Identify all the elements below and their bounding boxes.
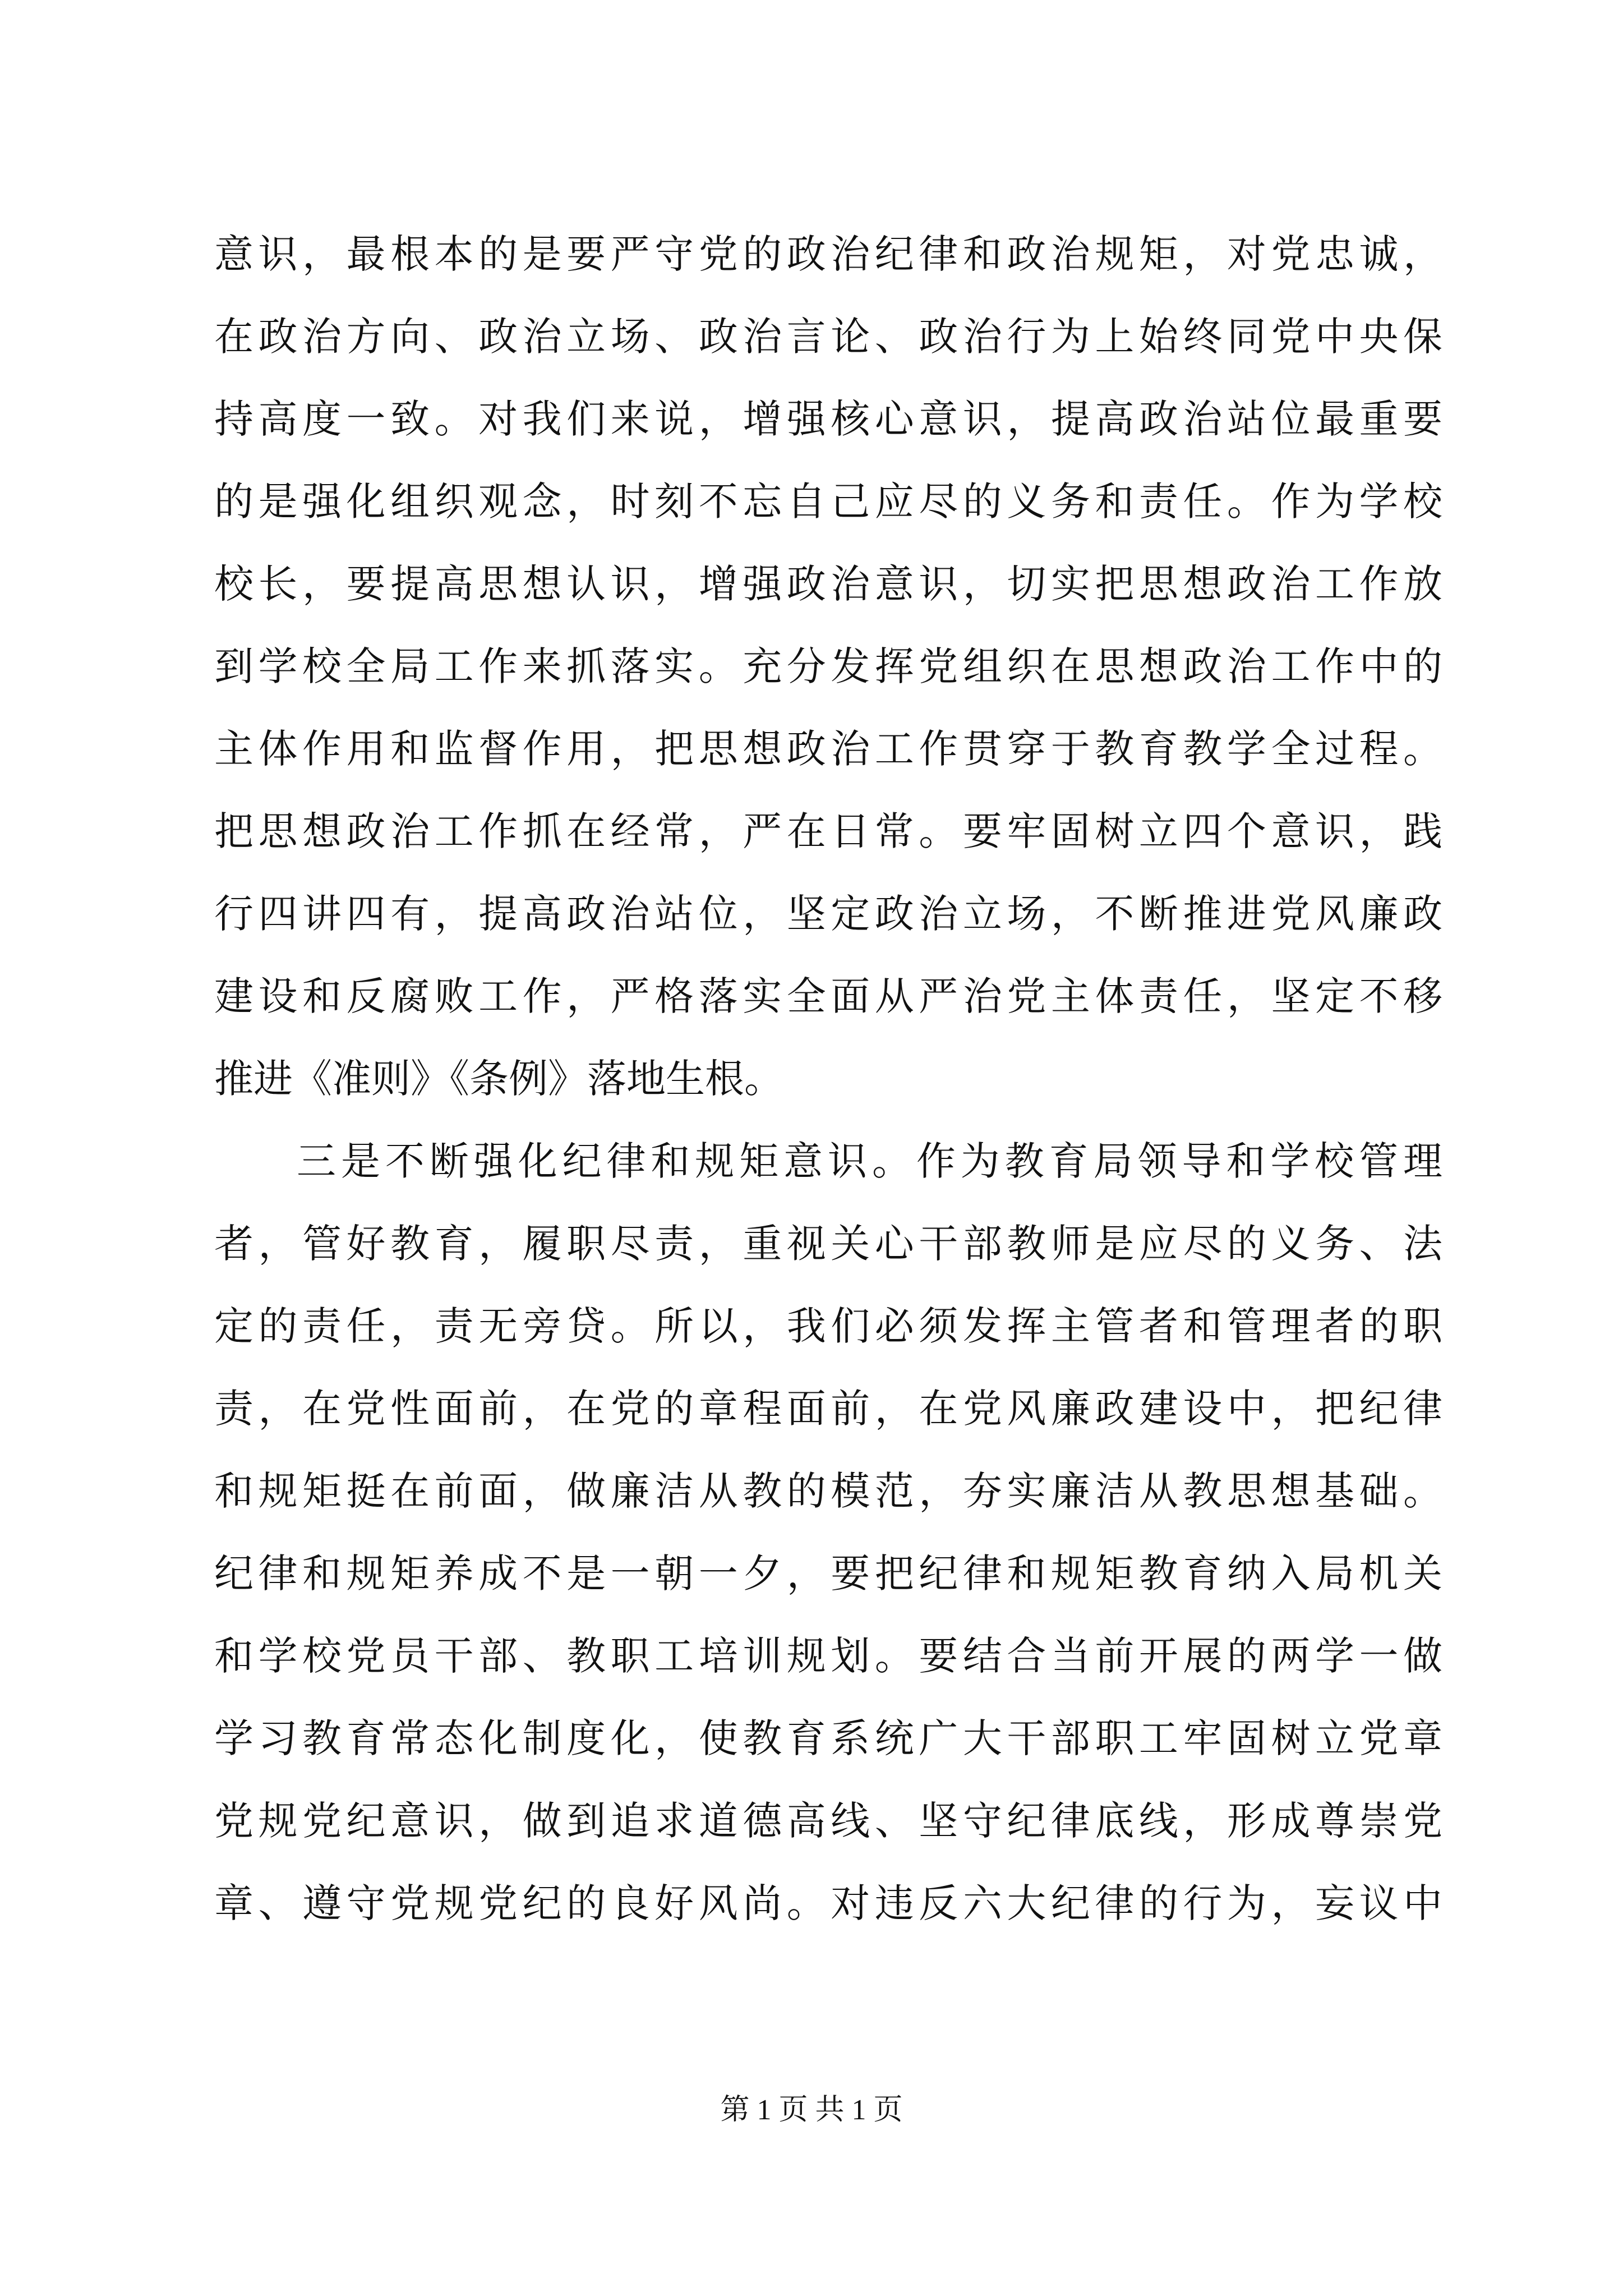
text-line: 校长，要提高思想认识，增强政治意识，切实把思想政治工作放 bbox=[214, 561, 1442, 607]
document-body bbox=[214, 213, 1442, 1945]
text-line: 党规党纪意识，做到追求道德高线、坚守纪律底线，形成尊崇党 bbox=[214, 1798, 1442, 1844]
text-line: 到学校全局工作来抓落实。充分发挥党组织在思想政治工作中的 bbox=[214, 643, 1442, 689]
text-line: 者，管好教育，履职尽责，重视关心干部教师是应尽的义务、法 bbox=[214, 1221, 1442, 1267]
page-number: 第 1 页 共 1 页 bbox=[720, 2094, 903, 2126]
text-line: 章、遵守党规党纪的良好风尚。对违反六大纪律的行为，妄议中 bbox=[214, 1880, 1442, 1926]
text-line: 的是强化组织观念，时刻不忘自己应尽的义务和责任。作为学校 bbox=[214, 478, 1442, 524]
text-line: 意识，最根本的是要严守党的政治纪律和政治规矩，对党忠诚， bbox=[214, 231, 1442, 277]
text-line: 和规矩挺在前面，做廉洁从教的模范，夯实廉洁从教思想基础。 bbox=[214, 1468, 1442, 1514]
text-line: 持高度一致。对我们来说，增强核心意识，提高政治站位最重要 bbox=[214, 396, 1442, 442]
text-line: 把思想政治工作抓在经常，严在日常。要牢固树立四个意识，践 bbox=[214, 808, 1442, 854]
text-line: 在政治方向、政治立场、政治言论、政治行为上始终同党中央保 bbox=[214, 314, 1442, 360]
text-line: 行四讲四有，提高政治站位，坚定政治立场，不断推进党风廉政 bbox=[214, 891, 1442, 937]
text-line: 主体作用和监督作用，把思想政治工作贯穿于教育教学全过程。 bbox=[214, 726, 1442, 772]
page-footer bbox=[0, 2091, 1623, 2130]
text-line: 和学校党员干部、教职工培训规划。要结合当前开展的两学一做 bbox=[214, 1633, 1442, 1679]
text-line: 责，在党性面前，在党的章程面前，在党风廉政建设中，把纪律 bbox=[214, 1386, 1442, 1432]
paragraph-start-line: 三是不断强化纪律和规矩意识。作为教育局领导和学校管理 bbox=[297, 1138, 1442, 1184]
paragraph-end-line: 推进《准则》《条例》落地生根。 bbox=[214, 1056, 783, 1102]
text-line: 建设和反腐败工作，严格落实全面从严治党主体责任，坚定不移 bbox=[214, 973, 1442, 1019]
text-line: 学习教育常态化制度化，使教育系统广大干部职工牢固树立党章 bbox=[214, 1715, 1442, 1761]
text-line: 定的责任，责无旁贷。所以，我们必须发挥主管者和管理者的职 bbox=[214, 1303, 1442, 1349]
text-line: 纪律和规矩养成不是一朝一夕，要把纪律和规矩教育纳入局机关 bbox=[214, 1550, 1442, 1596]
